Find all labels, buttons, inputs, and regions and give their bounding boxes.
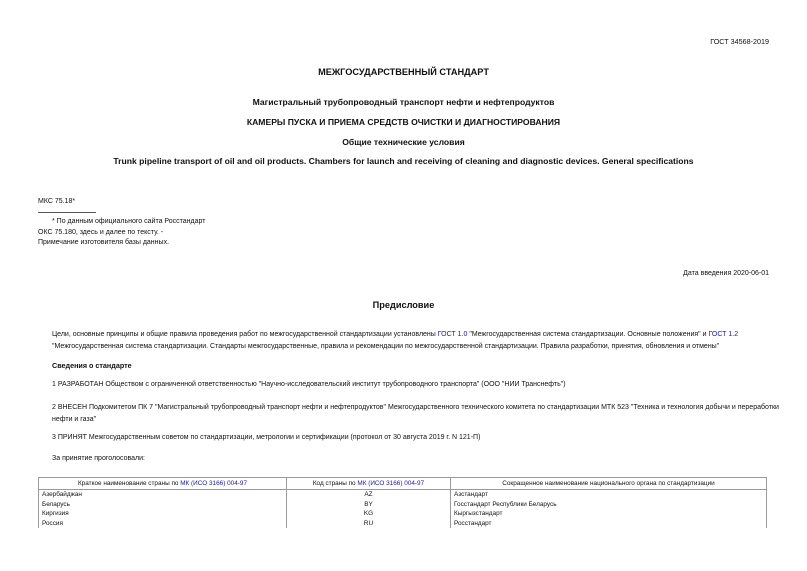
body-cell: Госстандарт Республики Беларусь (451, 500, 767, 510)
adopted-by-item: 3 ПРИНЯТ Межгосударственным советом по стандартизации, метрологии и сертификации (протокол от 30 августа 2019 г. N 121-П) (52, 434, 481, 441)
preface-paragraph (38, 329, 784, 353)
document-code: ГОСТ 34568-2019 (710, 37, 769, 46)
country-cell: Азербайджан (39, 490, 287, 500)
column-header-text: Краткое наименование страны по (77, 480, 181, 487)
gost-1-0-link[interactable]: ГОСТ 1.0 (437, 331, 468, 338)
preface-heading: Предисловие (372, 300, 435, 310)
code-cell: AZ (287, 490, 451, 500)
column-header-body: Сокращенное наименование национального органа по стандартизации (451, 478, 767, 490)
table-row (39, 519, 767, 529)
column-header-code (287, 478, 451, 490)
mk-iso-3166-link[interactable]: МК (ИСО 3166) 004-97 (180, 480, 248, 487)
mk-iso-3166-link[interactable]: МК (ИСО 3166) 004-97 (357, 480, 425, 487)
main-title: КАМЕРЫ ПУСКА И ПРИЕМА СРЕДСТВ ОЧИСТКИ И ДИАГНОСТИРОВАНИЯ (246, 117, 561, 127)
voting-countries-table (38, 477, 767, 528)
code-cell: KG (287, 509, 451, 519)
conditions-title: Общие технические условия (342, 137, 465, 147)
preface-text: "Межгосударственная система стандартизации. Стандарты межгосударственные, правила и рекомендации по межгосударственной стандартизации. Правила разработки, принятия, обновления и отмены" (52, 343, 720, 350)
footnote-line: ОКС 75.180, здесь и далее по тексту. - (38, 229, 164, 236)
introduction-date: Дата введения 2020-06-01 (683, 270, 769, 277)
body-cell: Росстандарт (451, 519, 767, 529)
country-cell: Беларусь (39, 500, 287, 510)
country-cell: Россия (39, 519, 287, 529)
country-cell: Киргизия (39, 509, 287, 519)
table-row (39, 509, 767, 519)
column-header-text: Код страны по (312, 480, 358, 487)
footnote-divider (38, 212, 96, 213)
preface-text: "Межгосударственная система стандартизации. Основные положения" и (467, 331, 709, 338)
preface-text: Цели, основные принципы и общие правила проведения работ по межгосударственной стандартизации установлены (52, 331, 438, 338)
footnote-line: * По данным официального сайта Росстандарт (52, 218, 206, 225)
submitted-by-item: 2 ВНЕСЕН Подкомитетом ПК 7 "Магистральный трубопроводный транспорт нефти и нефтепродуктов" Межгосударственного технического комитета по стандартизации МТК 523 "Техника и технология добычи и переработки нефти и газа" (52, 404, 779, 423)
code-cell: BY (287, 500, 451, 510)
table-row (39, 490, 767, 500)
footnote-line: Примечание изготовителя базы данных. (38, 239, 170, 246)
developed-by-item: 1 РАЗРАБОТАН Обществом с ограниченной ответственностью "Научно-исследовательский институт трубопроводного транспорта" (ООО "НИИ Транснефть") (52, 381, 566, 388)
voted-label: За принятие проголосовали: (52, 455, 145, 462)
code-cell: RU (287, 519, 451, 529)
gost-1-2-link[interactable]: ГОСТ 1.2 (708, 331, 739, 338)
body-cell: Азстандарт (451, 490, 767, 500)
body-cell: Кыргызстандарт (451, 509, 767, 519)
about-standard-heading: Сведения о стандарте (52, 361, 132, 370)
mks-code: МКС 75.18* (38, 198, 76, 205)
subtitle: Магистральный трубопроводный транспорт нефти и нефтепродуктов (252, 97, 555, 107)
table-header-row (39, 478, 767, 490)
standard-kind-heading: МЕЖГОСУДАРСТВЕННЫЙ СТАНДАРТ (318, 67, 489, 77)
table-row (39, 500, 767, 510)
english-title: Trunk pipeline transport of oil and oil products. Chambers for launch and receiving of cleaning and diagnostic devices. General specifications (113, 156, 694, 166)
column-header-country (39, 478, 287, 490)
